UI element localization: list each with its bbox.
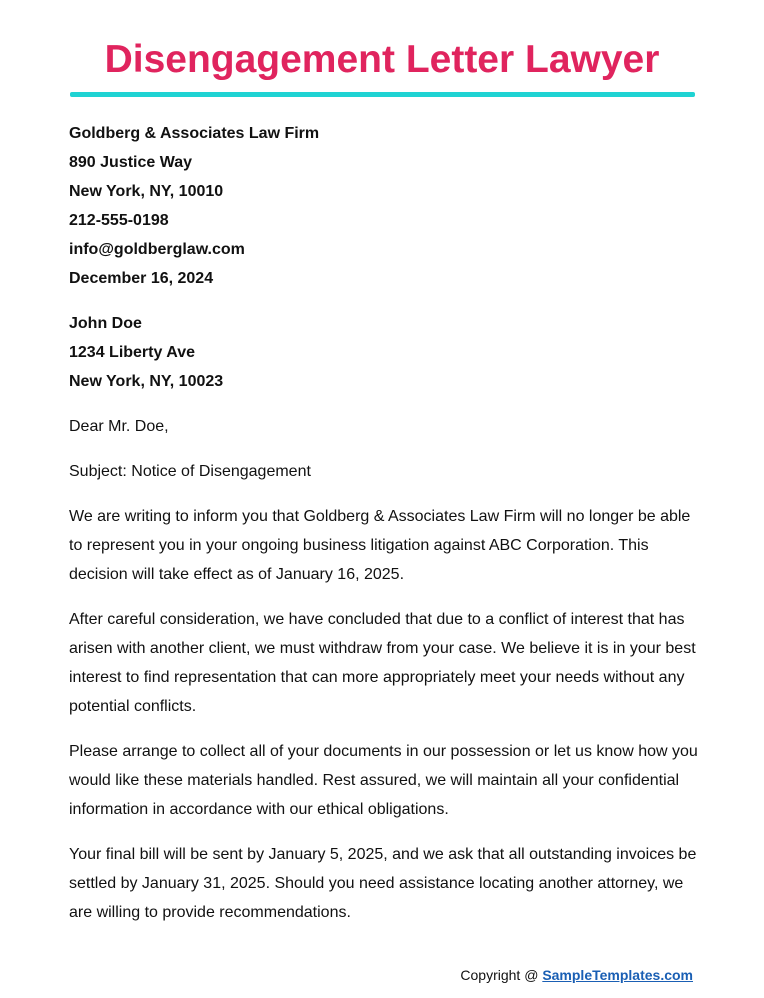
recipient-name: John Doe xyxy=(69,315,142,332)
sender-firm: Goldberg & Associates Law Firm xyxy=(69,125,320,142)
recipient-street: 1234 Liberty Ave xyxy=(69,344,195,361)
body-paragraph: We are writing to inform you that Goldberg & Associates Law Firm will no longer be able to represent you in your ongoing business litigation against ABC Corporation. This decision will take effect as of January 16, 2025. xyxy=(69,508,691,583)
sender-city: New York, NY, 10010 xyxy=(69,183,224,200)
recipient-address-block xyxy=(69,309,699,396)
sender-address-block xyxy=(69,119,699,293)
sender-email: info@goldberglaw.com xyxy=(69,241,245,258)
body-paragraph: Please arrange to collect all of your documents in our possession or let us know how you would like these materials handled. Rest assured, we will maintain all your confidential information in accordance with our ethical obligations. xyxy=(69,743,698,818)
body-paragraph: Your final bill will be sent by January 5, 2025, and we ask that all outstanding invoices be settled by January 31, 2025. Should you need assistance locating another attorney, we are willing to provide recommendations. xyxy=(69,846,697,921)
recipient-city: New York, NY, 10023 xyxy=(69,373,224,390)
subject-line: Subject: Notice of Disengagement xyxy=(69,463,311,480)
copyright-text: Copyright @ xyxy=(460,967,543,983)
letter-date: December 16, 2024 xyxy=(69,270,214,287)
sender-street: 890 Justice Way xyxy=(69,154,193,171)
copyright-footer xyxy=(460,964,693,986)
sender-phone: 212-555-0198 xyxy=(69,212,169,229)
sampletemplates-link[interactable]: SampleTemplates.com xyxy=(542,967,693,983)
title-underline xyxy=(70,92,695,97)
page-title: Disengagement Letter Lawyer xyxy=(104,38,660,81)
salutation: Dear Mr. Doe, xyxy=(69,418,169,435)
body-paragraph: After careful consideration, we have concluded that due to a conflict of interest that has arisen with another client, we must withdraw from your case. We believe it is in your best interest to find representation that can more appropriately meet your needs without any potential conflicts. xyxy=(69,611,696,715)
letter-body xyxy=(69,119,699,943)
